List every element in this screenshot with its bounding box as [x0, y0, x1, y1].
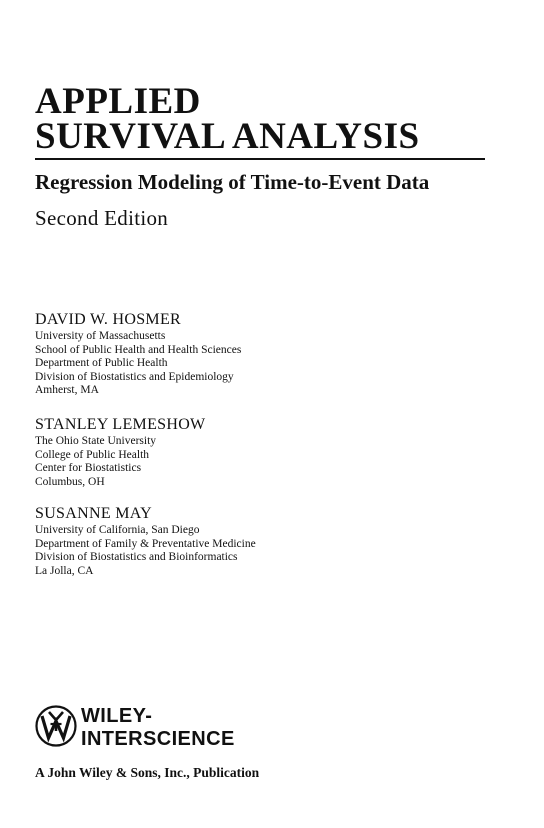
title-rule [35, 158, 485, 160]
affiliation-line: College of Public Health [35, 448, 150, 461]
affiliation-line: Department of Public Health [35, 357, 168, 369]
affiliation-line: School of Public Health and Health Sciences [35, 343, 242, 356]
author-affiliation [35, 435, 205, 489]
author-block [35, 416, 205, 489]
author-block [35, 311, 241, 398]
author-affiliation [35, 524, 256, 578]
subtitle: Regression Modeling of Time-to-Event Data [35, 170, 430, 194]
publisher-logo [35, 701, 335, 751]
author-name: SUSANNE MAY [35, 505, 152, 522]
affiliation-line: University of California, San Diego [35, 524, 200, 536]
title-line-1: APPLIED [35, 81, 201, 122]
title-line-2: SURVIVAL ANALYSIS [35, 116, 420, 157]
affiliation-line: Department of Family & Preventative Medicine [35, 537, 256, 550]
affiliation-line: The Ohio State University [35, 435, 157, 447]
author-name: DAVID W. HOSMER [35, 311, 182, 328]
affiliation-line: University of Massachusetts [35, 330, 166, 342]
affiliation-line: Center for Biostatistics [35, 462, 142, 474]
affiliation-line: Columbus, OH [35, 475, 105, 488]
author-block [35, 505, 256, 578]
logo-text-line-2: INTERSCIENCE [81, 728, 235, 750]
edition: Second Edition [35, 206, 169, 230]
affiliation-line: Division of Biostatistics and Epidemiology [35, 370, 234, 383]
author-name: STANLEY LEMESHOW [35, 416, 206, 433]
affiliation-line: Amherst, MA [35, 384, 99, 396]
affiliation-line: Division of Biostatistics and Bioinformatics [35, 551, 238, 563]
author-affiliation [35, 330, 241, 398]
logo-text-line-1: WILEY- [81, 705, 153, 727]
affiliation-line: La Jolla, CA [35, 564, 94, 577]
publisher-line: A John Wiley & Sons, Inc., Publication [35, 765, 260, 780]
wiley-logo-icon [35, 705, 77, 747]
